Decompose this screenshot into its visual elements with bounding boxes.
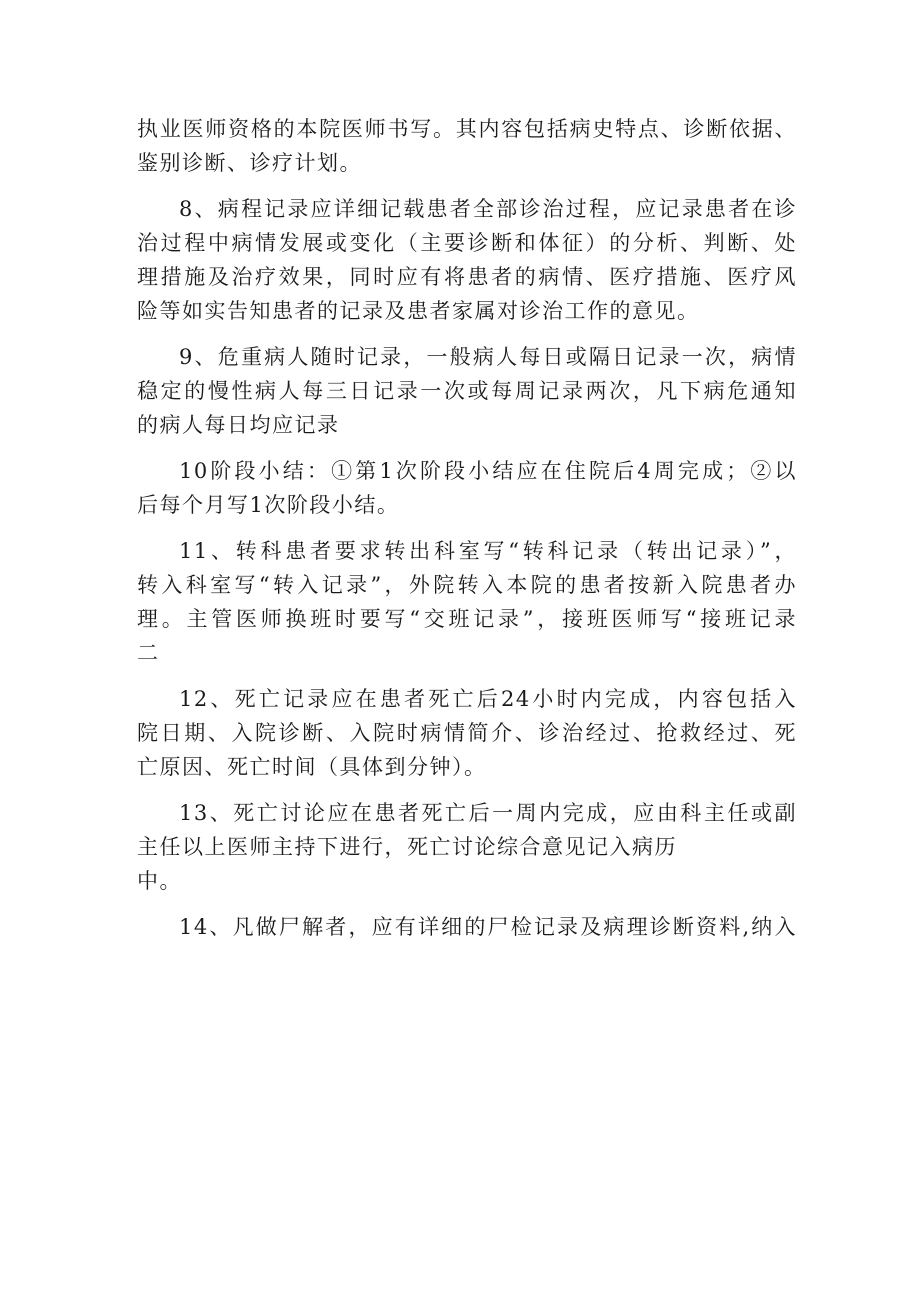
text-line: 中。: [137, 869, 182, 893]
paragraph-12: [137, 682, 797, 784]
text-line: 理。主管医师换班时要写“交班记录”，接班医师写“接班记录: [137, 607, 797, 631]
paragraph-7-continued: [137, 112, 797, 180]
text-line: 主任以上医师主持下进行，死亡讨论综合意见记入病历: [137, 835, 677, 859]
paragraph-10: [137, 454, 797, 522]
text-line: 险等如实告知患者的记录及患者家属对诊治工作的意见。: [137, 299, 700, 323]
paragraph-9: [137, 340, 797, 442]
text-line: 执业医师资格的本院医师书写。其内容包括病史特点、诊断依据、: [137, 117, 797, 141]
text-line: 13、死亡讨论应在患者死亡后一周内完成，应由科主任或副: [179, 801, 797, 825]
text-line: 转入科室写“转入记录”，外院转入本院的患者按新入院患者办: [137, 573, 797, 597]
document-body: [137, 112, 797, 956]
text-line: 治过程中病情发展或变化（主要诊断和体征）的分析、判断、处: [137, 231, 797, 255]
paragraph-13: [137, 796, 797, 898]
paragraph-11: [137, 534, 797, 670]
text-line: 9、危重病人随时记录，一般病人每日或隔日记录一次，病情: [179, 345, 797, 369]
text-line: 12、死亡记录应在患者死亡后24小时内完成，内容包括入: [179, 687, 797, 711]
paragraph-8: [137, 192, 797, 328]
text-line: 11、转科患者要求转出科室写“转科记录（转出记录）”，: [179, 539, 797, 563]
text-line: 理措施及治疗效果，同时应有将患者的病情、医疗措施、医疗风: [137, 265, 797, 289]
text-line: 的病人每日均应记录: [137, 413, 340, 437]
text-line: 8、病程记录应详细记载患者全部诊治过程，应记录患者在诊: [179, 197, 797, 221]
text-line: 亡原因、死亡时间（具体到分钟）。: [137, 755, 487, 779]
text-line: 后每个月写1次阶段小结。: [137, 493, 400, 517]
paragraph-14: [137, 910, 797, 944]
text-line: 14、凡做尸解者，应有详细的尸检记录及病理诊断资料,纳入: [179, 915, 797, 939]
text-line: 10阶段小结：①第1次阶段小结应在住院后4周完成；②以: [179, 459, 797, 483]
text-line: 二: [137, 641, 160, 665]
text-line: 院日期、入院诊断、入院时病情简介、诊治经过、抢救经过、死: [137, 721, 797, 745]
text-line: 稳定的慢性病人每三日记录一次或每周记录两次，凡下病危通知: [137, 379, 797, 403]
text-line: 鉴别诊断、诊疗计划。: [137, 151, 362, 175]
